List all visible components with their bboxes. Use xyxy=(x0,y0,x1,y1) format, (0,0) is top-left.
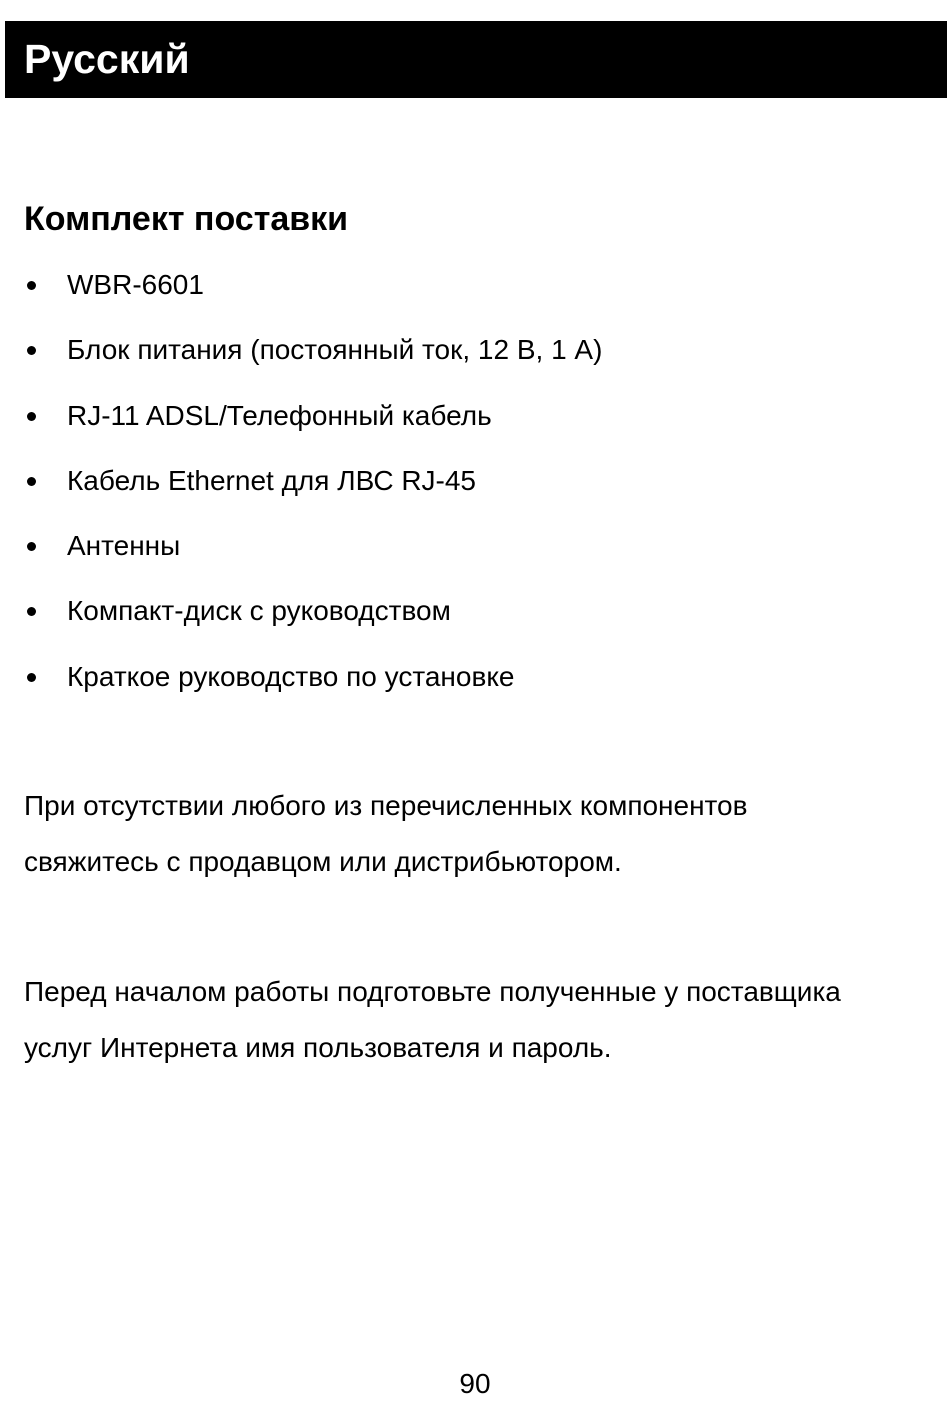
bullet-icon xyxy=(27,542,36,551)
bullet-icon xyxy=(27,346,36,355)
list-item xyxy=(0,459,602,524)
bullet-icon xyxy=(27,607,36,616)
list-item xyxy=(0,263,602,328)
package-contents-list xyxy=(0,263,602,720)
bullet-icon xyxy=(27,477,36,486)
section-title: Комплект поставки xyxy=(24,200,349,238)
paragraph-line: Перед началом работы подготовьте полученные у поставщика xyxy=(24,976,841,1007)
list-item-text: WBR-6601 xyxy=(67,269,204,300)
list-item-text: Кабель Ethernet для ЛВС RJ-45 xyxy=(67,464,477,496)
page-number: 90 xyxy=(459,1368,491,1399)
list-item xyxy=(0,394,602,459)
list-item xyxy=(0,328,602,393)
missing-items-paragraph xyxy=(24,778,939,890)
list-item-text: Антенны xyxy=(67,530,181,562)
preparation-paragraph xyxy=(24,964,939,1076)
bullet-icon xyxy=(27,412,36,421)
paragraph-line: услуг Интернета имя пользователя и пароль. xyxy=(24,1032,612,1063)
bullet-icon xyxy=(27,281,36,290)
list-item-text: Компакт-диск с руководством xyxy=(67,595,451,627)
bullet-icon xyxy=(27,673,36,682)
paragraph-line: свяжитесь с продавцом или дистрибьютором. xyxy=(24,846,622,877)
paragraph-line: При отсутствии любого из перечисленных компонентов xyxy=(24,790,748,821)
list-item-text: Блок питания (постоянный ток, 12 В, 1 А) xyxy=(67,334,603,366)
list-item xyxy=(0,524,602,589)
list-item xyxy=(0,589,602,654)
language-label: Русский xyxy=(24,36,190,82)
list-item-text: RJ-11 ADSL/Телефонный кабель xyxy=(67,399,492,431)
list-item xyxy=(0,655,602,720)
list-item-text: Краткое руководство по установке xyxy=(67,660,515,692)
language-banner xyxy=(5,21,947,98)
